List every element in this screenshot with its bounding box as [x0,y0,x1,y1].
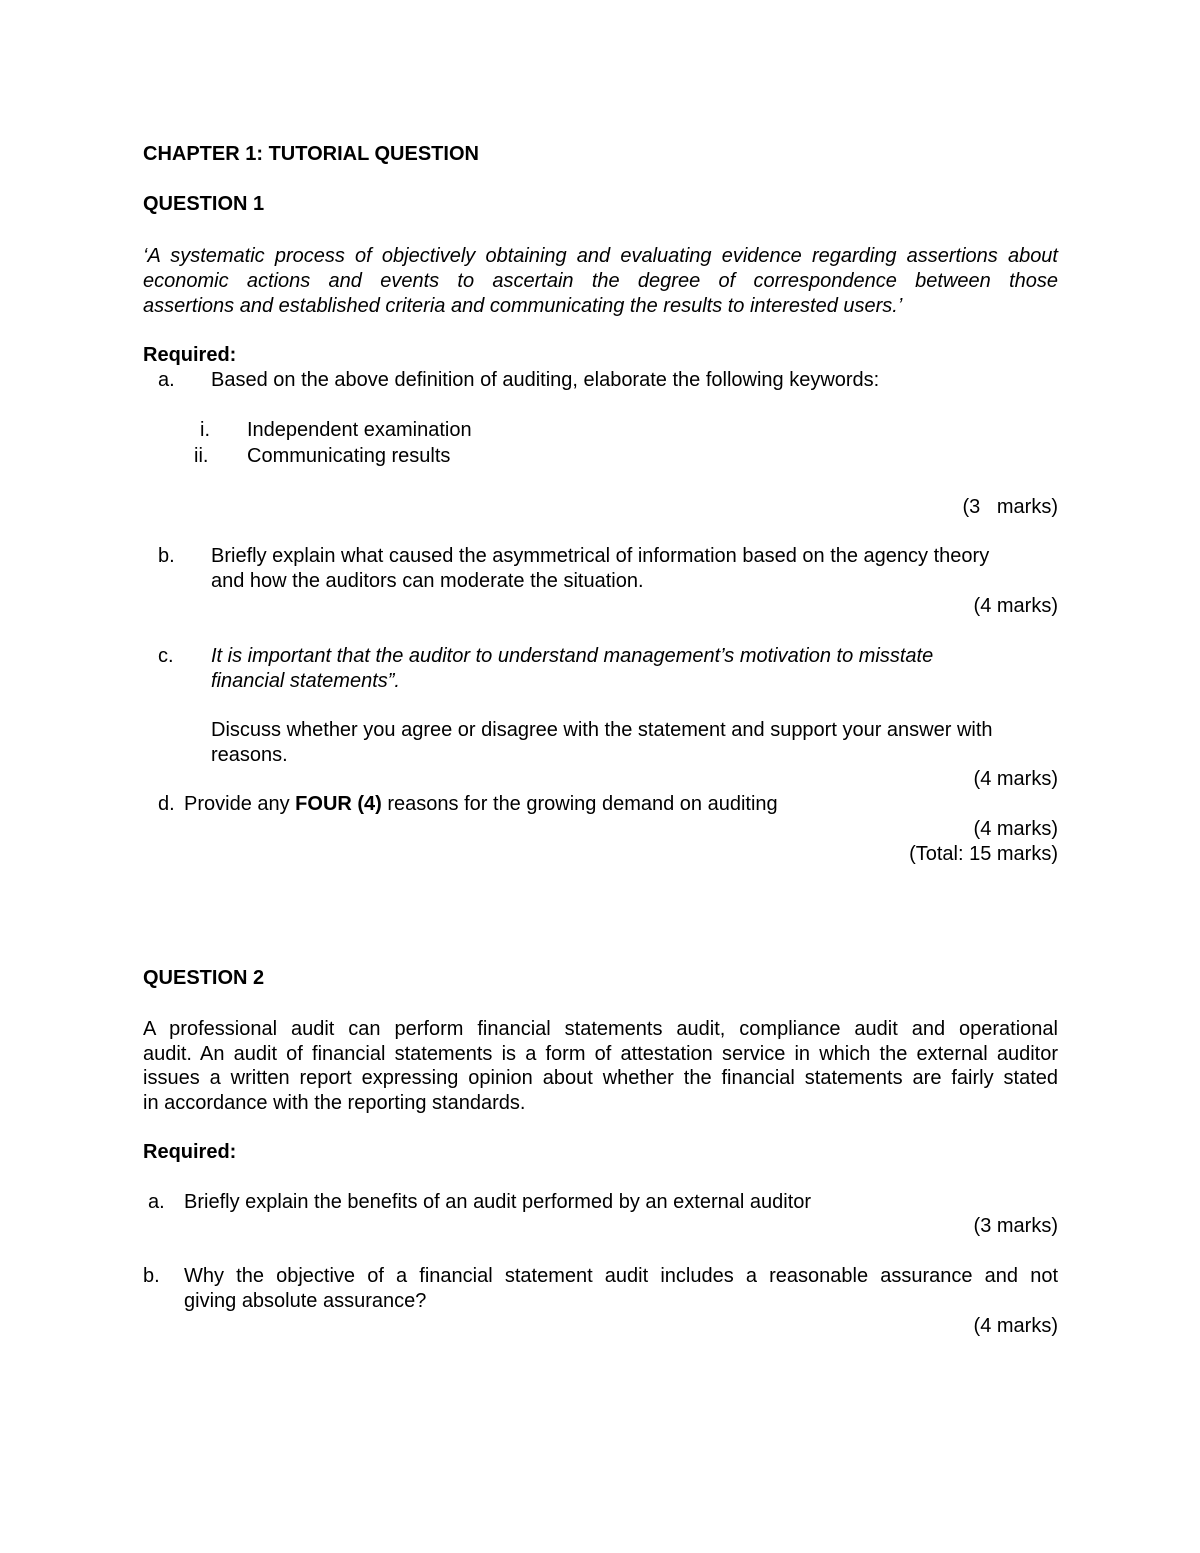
q2-para-line-4: in accordance with the reporting standards. [143,1092,526,1114]
q1a-sub-i-text: Independent examination [247,419,472,441]
q1-quote-line-2: economic actions and events to ascertain the degree of correspondence between those [143,270,1058,292]
q1d-label: d. [158,793,175,815]
q2b-line-1: Why the objective of a financial statement audit includes a reasonable assurance and not [184,1265,1058,1287]
q1c-discuss-line-2: reasons. [211,744,288,766]
q1a-sub-ii-label: ii. [194,445,209,467]
q1c-discuss-line-1: Discuss whether you agree or disagree with the statement and support your answer with [211,719,993,741]
q1a-sub-i-label: i. [200,419,210,441]
q1-quote-line-1: ‘A systematic process of objectively obtaining and evaluating evidence regarding assertions about [143,245,1058,267]
q2a-marks: (3 marks) [973,1215,1058,1237]
q2-para-line-1: A professional audit can perform financial statements audit, compliance audit and operational [143,1018,1058,1040]
q2-required-label: Required: [143,1141,237,1163]
q1-total-marks: (Total: 15 marks) [909,843,1058,865]
q2a-text: Briefly explain the benefits of an audit performed by an external auditor [184,1191,812,1213]
q1b-label: b. [158,545,175,567]
q2b-marks: (4 marks) [973,1315,1058,1337]
q1-required-label: Required: [143,344,237,366]
q1b-line-1: Briefly explain what caused the asymmetrical of information based on the agency theory [211,545,990,567]
q1d-text-pre: Provide any [184,793,296,815]
q1a-label: a. [158,369,175,391]
q1d-text-bold: FOUR (4) [295,793,382,815]
q2b-line-2: giving absolute assurance? [184,1290,427,1312]
page-title: CHAPTER 1: TUTORIAL QUESTION [143,143,479,165]
q1a-marks: (3 marks) [962,496,1058,518]
q1c-marks: (4 marks) [973,768,1058,790]
question-2-heading: QUESTION 2 [143,967,265,989]
q1d-text [184,792,778,816]
q1b-marks: (4 marks) [973,595,1058,617]
q1c-quote-line-1: It is important that the auditor to understand management’s motivation to misstate [211,645,934,667]
q1d-text-post: reasons for the growing demand on auditing [381,793,778,815]
q1c-quote-line-2: financial statements”. [211,670,400,692]
q1a-sub-ii-text: Communicating results [247,445,451,467]
q1a-text: Based on the above definition of auditing, elaborate the following keywords: [211,369,880,391]
q2-para-line-3: issues a written report expressing opinion about whether the financial statements are fairly stated [143,1067,1058,1089]
q1b-line-2: and how the auditors can moderate the situation. [211,570,644,592]
q2a-label: a. [148,1191,165,1213]
q1c-label: c. [158,645,174,667]
q1d-marks: (4 marks) [973,818,1058,840]
question-1-heading: QUESTION 1 [143,193,265,215]
q1-quote-line-3: assertions and established criteria and communicating the results to interested users.’ [143,295,903,317]
q2b-label: b. [143,1265,160,1287]
q2-para-line-2: audit. An audit of financial statements is a form of attestation service in which the external auditor [143,1043,1058,1065]
